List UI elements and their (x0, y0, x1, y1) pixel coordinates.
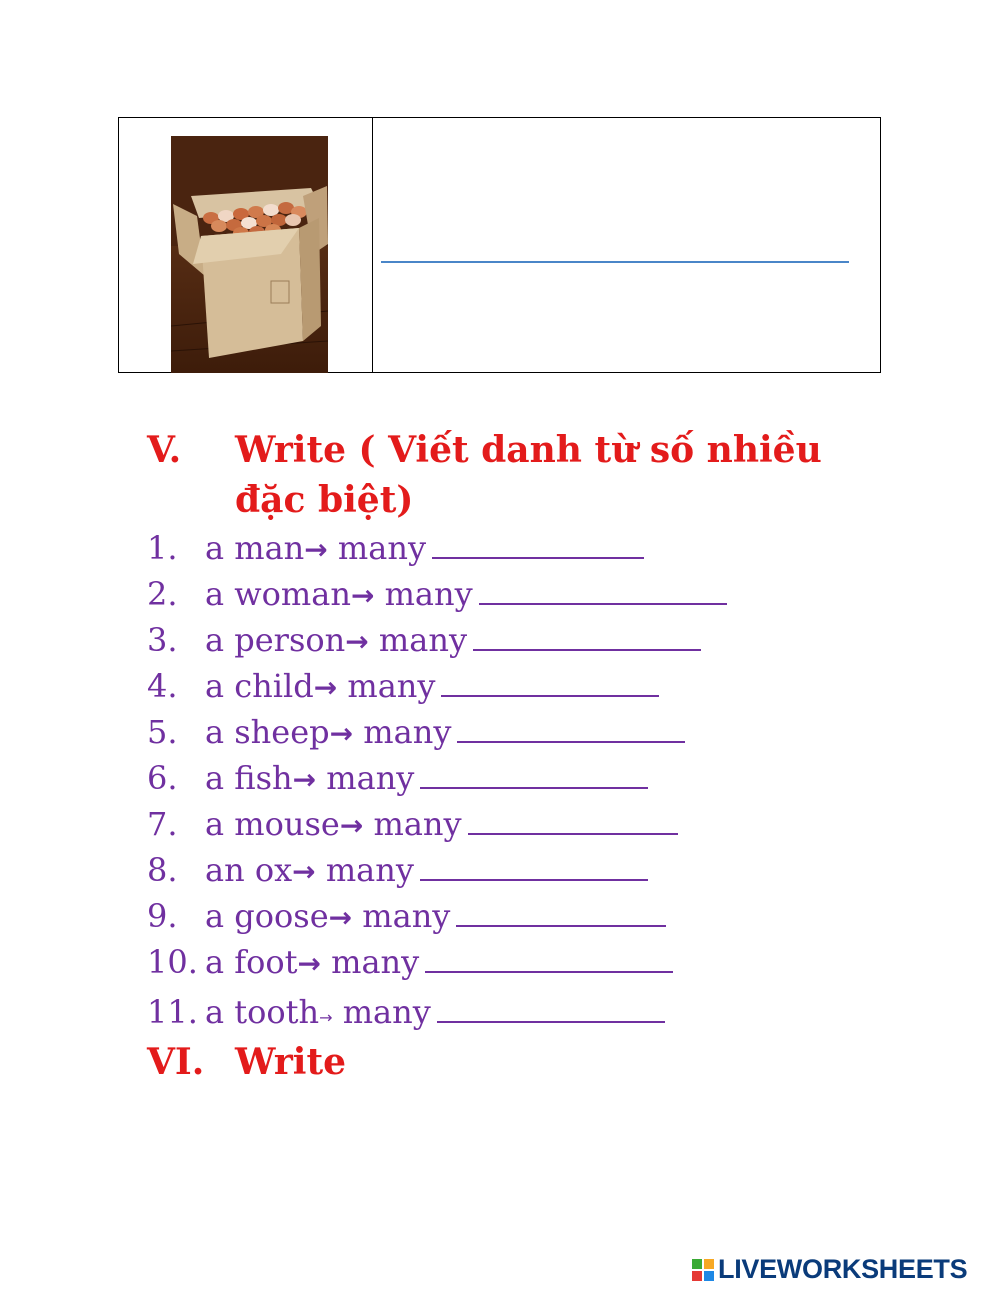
list-item (147, 620, 701, 662)
item-many: many (331, 943, 420, 981)
section-title-continued: đặc biệt) (235, 479, 414, 521)
item-many: many (337, 529, 427, 567)
arrow-right-icon: → (328, 901, 353, 934)
item-many: many (342, 993, 431, 1031)
answer-blank[interactable] (420, 851, 648, 881)
item-word: a woman (205, 575, 351, 613)
item-number: 3. (147, 621, 178, 659)
brand-logo (692, 1254, 967, 1285)
item-word: a tooth (205, 993, 320, 1031)
arrow-right-icon: → (292, 855, 316, 888)
item-number: 2. (147, 575, 178, 613)
picture-table (118, 117, 881, 373)
answer-blank[interactable] (432, 529, 644, 559)
section-title: Write ( Viết danh từ số nhiều (235, 429, 822, 471)
list-item (147, 712, 685, 754)
item-number: 8. (147, 851, 178, 889)
item-word: a man (205, 529, 305, 567)
item-number: 1. (147, 529, 178, 567)
item-word: a foot (205, 943, 298, 981)
arrow-right-icon: → (304, 533, 328, 566)
list-item (147, 896, 666, 938)
answer-blank[interactable] (437, 993, 665, 1023)
item-word: a goose (205, 897, 329, 935)
item-number: 10. (147, 943, 198, 981)
section-number: V. (147, 429, 182, 471)
eggs-in-box-image (171, 136, 328, 373)
answer-blank[interactable] (479, 575, 727, 605)
item-number: 11. (147, 993, 198, 1031)
answer-blank[interactable] (456, 897, 666, 927)
arrow-right-icon: → (297, 947, 321, 980)
item-number: 9. (147, 897, 178, 935)
arrow-right-icon: → (339, 809, 364, 842)
item-many: many (347, 667, 436, 705)
liveworksheets-logo-icon (692, 1259, 714, 1281)
answer-input[interactable] (381, 261, 849, 263)
answer-blank[interactable] (420, 759, 648, 789)
item-many: many (326, 759, 415, 797)
arrow-right-icon: → (313, 671, 338, 704)
section-v-heading (147, 426, 867, 526)
item-number: 7. (147, 805, 178, 843)
item-many: many (373, 805, 462, 843)
item-number: 6. (147, 759, 178, 797)
arrow-right-icon: → (292, 763, 317, 796)
brand-name: LIVEWORKSHEETS (718, 1254, 968, 1284)
list-item (147, 942, 673, 984)
answer-blank[interactable] (425, 943, 673, 973)
answer-blank[interactable] (468, 805, 678, 835)
item-many: many (378, 621, 468, 659)
picture-cell (119, 118, 373, 372)
list-item (147, 992, 665, 1038)
item-number: 4. (147, 667, 178, 705)
item-word: a fish (205, 759, 293, 797)
item-word: a person (205, 621, 346, 659)
answer-cell (373, 118, 880, 372)
section-vi-heading (147, 1038, 547, 1086)
item-many: many (362, 897, 451, 935)
list-item (147, 574, 727, 616)
arrow-right-icon: → (345, 625, 369, 658)
answer-blank[interactable] (457, 713, 685, 743)
list-item (147, 666, 659, 708)
list-item (147, 850, 648, 892)
list-item (147, 758, 648, 800)
list-item (147, 528, 644, 570)
item-many: many (325, 851, 414, 889)
item-word: a mouse (205, 805, 340, 843)
item-word: an ox (205, 851, 293, 889)
item-many: many (384, 575, 473, 613)
item-many: many (363, 713, 452, 751)
item-word: a sheep (205, 713, 330, 751)
list-item (147, 804, 678, 846)
item-word: a child (205, 667, 314, 705)
arrow-right-icon: → (329, 717, 354, 750)
answer-blank[interactable] (473, 621, 701, 651)
item-number: 5. (147, 713, 178, 751)
answer-blank[interactable] (441, 667, 659, 697)
section-number: VI. (147, 1041, 205, 1083)
arrow-right-icon: → (319, 1008, 333, 1027)
section-title: Write (235, 1041, 346, 1083)
arrow-right-icon: → (350, 579, 375, 612)
